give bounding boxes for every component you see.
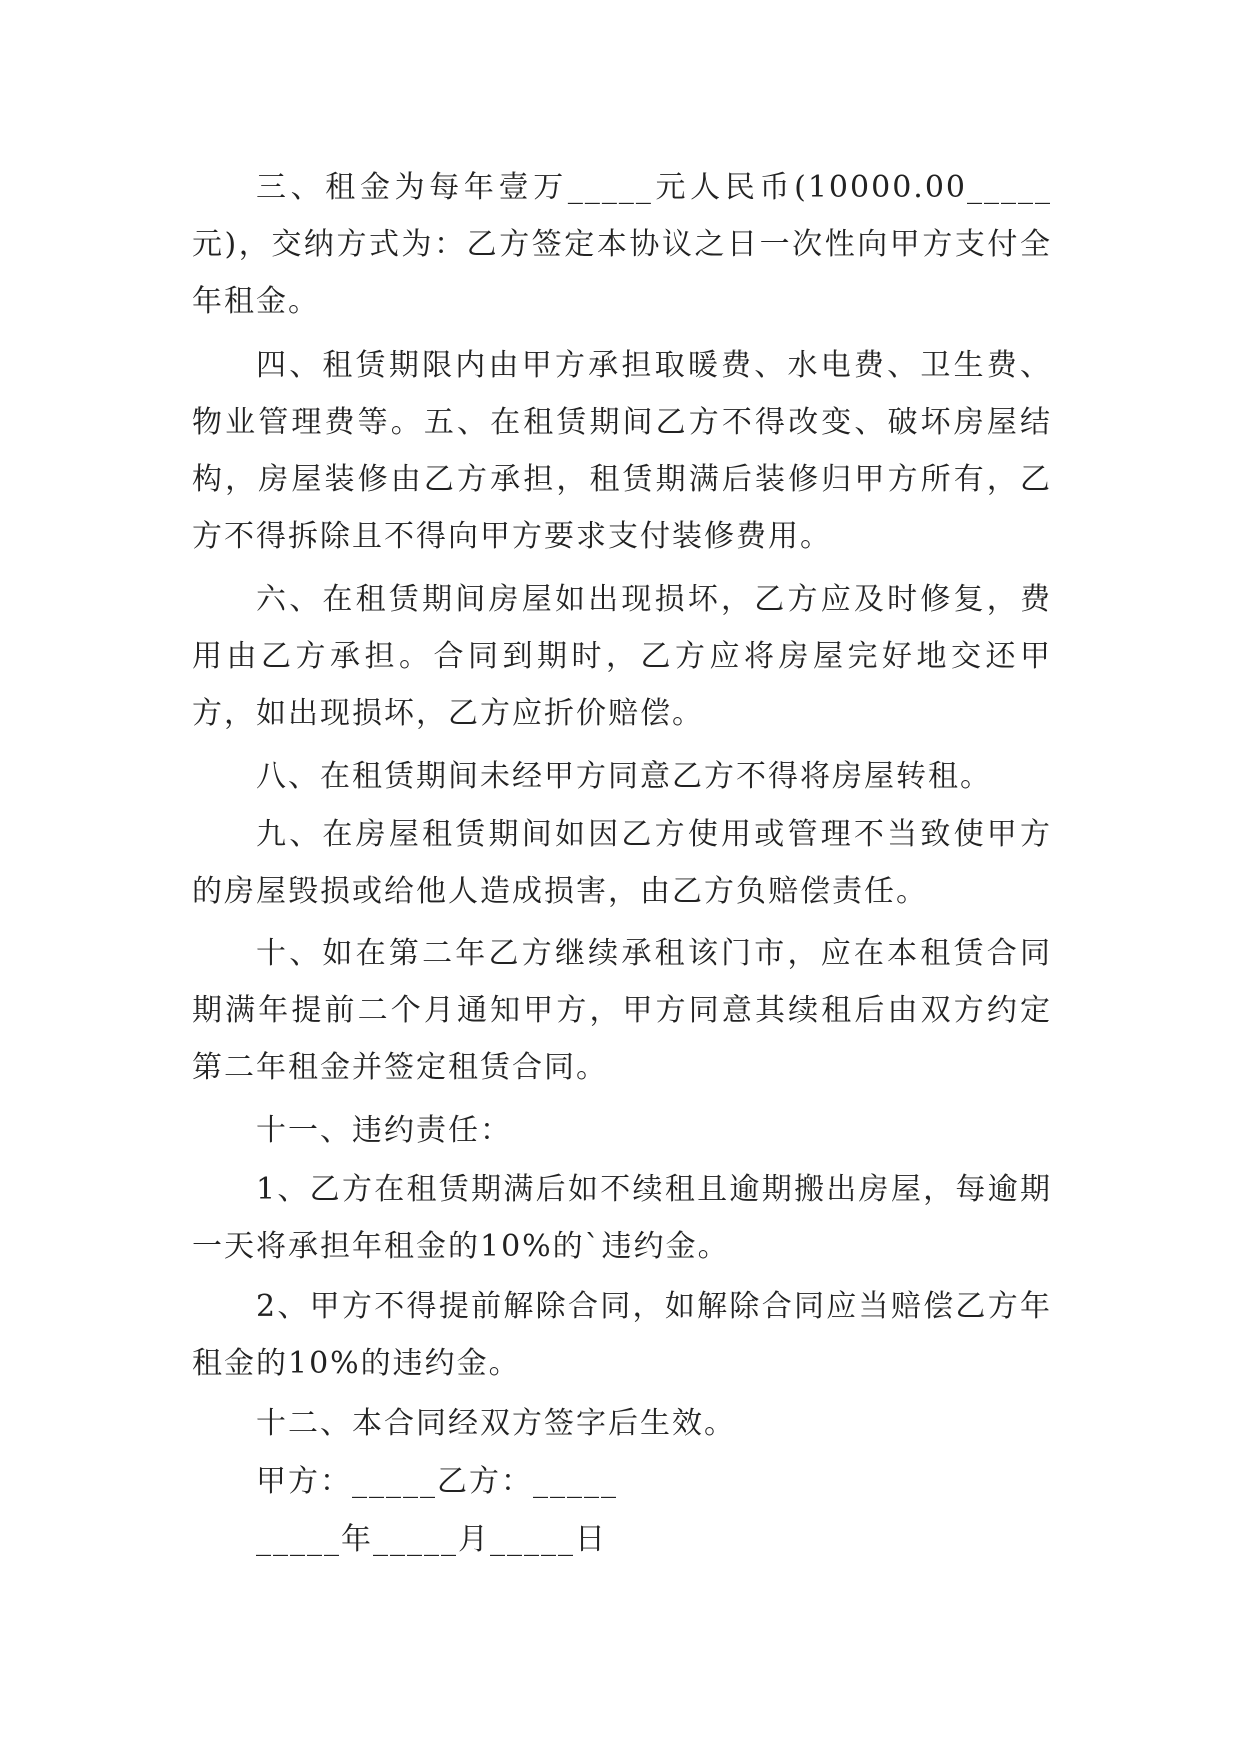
clause-fees-and-renovation: 四、租赁期限内由甲方承担取暖费、水电费、卫生费、物业管理费等。五、在租赁期间乙方不得改变、破坏房屋结构，房屋装修由乙方承担，租赁期满后装修归甲方所有，乙方不得拆除且不得向甲方要求支付装修费用。	[192, 348, 1052, 554]
clause-breach-landlord: 2、甲方不得提前解除合同，如解除合同应当赔偿乙方年租金的10%的违约金。	[192, 1289, 1052, 1381]
clause-damage-repair: 六、在租赁期间房屋如出现损坏，乙方应及时修复，费用由乙方承担。合同到期时，乙方应将房屋完好地交还甲方，如出现损坏，乙方应折价赔偿。	[192, 582, 1052, 731]
clause-breach-heading: 十一、违约责任：	[256, 1113, 512, 1148]
clause-renewal: 十、如在第二年乙方继续承租该门市，应在本租赁合同期满年提前二个月通知甲方，甲方同意其续租后由双方约定第二年租金并签定租赁合同。	[192, 936, 1052, 1085]
clause-rent: 三、租金为每年壹万_____元人民币(10000.00_____元)，交纳方式为：乙方签定本协议之日一次性向甲方支付全年租金。	[192, 170, 1052, 319]
clause-liability: 九、在房屋租赁期间如因乙方使用或管理不当致使甲方的房屋毁损或给他人造成损害，由乙方负赔偿责任。	[192, 817, 1052, 909]
date-line: _____年_____月_____日	[256, 1522, 607, 1557]
clause-no-sublet: 八、在租赁期间未经甲方同意乙方不得将房屋转租。	[256, 759, 992, 794]
signature-line: 甲方：_____乙方：_____	[256, 1464, 618, 1499]
clause-breach-tenant: 1、乙方在租赁期满后如不续租且逾期搬出房屋，每逾期一天将承担年租金的10%的`违约金。	[192, 1172, 1052, 1264]
clause-effective: 十二、本合同经双方签字后生效。	[256, 1406, 736, 1441]
